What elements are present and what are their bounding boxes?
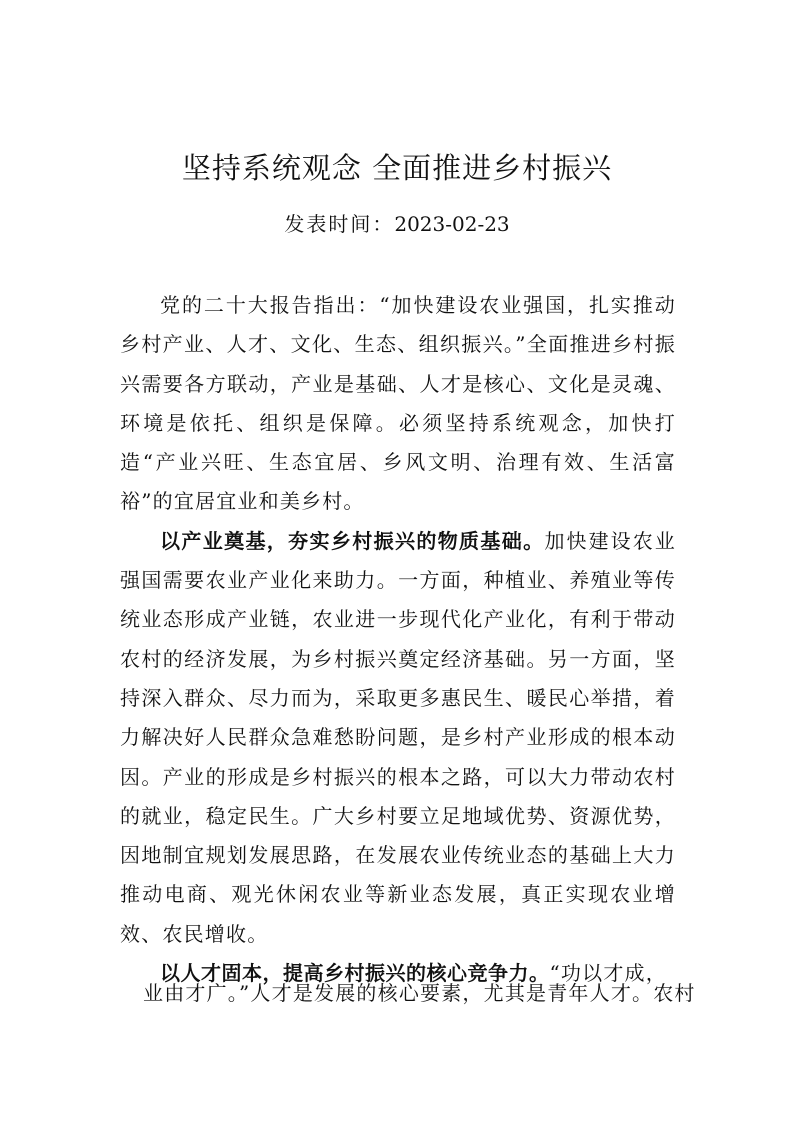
paragraph-industry	[120, 522, 676, 954]
article-title: 坚持系统观念 全面推进乡村振兴	[181, 151, 613, 185]
paragraph-intro	[120, 286, 676, 522]
paragraph-text: 加快建设农业强国需要农业产业化来助力。一方面，种植业、养殖业等传统业态形成产业链，农业进一步现代化产业化，有利于带动农村的经济发展，为乡村振兴奠定经济基础。另一方面，坚持深入群众、尽力而为，采取更多惠民生、暖民心举措，着力解决好人民群众急难愁盼问题，是乡村产业形成的根本动因。产业的形成是乡村振兴的根本之路，可以大力带动农村的就业，稳定民生。广大乡村要立足地域优势、资源优势， 因地制宜规划发展思路，在发展农业传统业态的基础上大力推动电商、观光休闲农业等新业态发展，真正实现农业增效、农民增收。	[120, 528, 677, 946]
publish-date	[0, 208, 794, 237]
paragraph-lead: 以产业奠基，夯实乡村振兴的物质基础。	[160, 528, 545, 553]
paragraph-lead: 以人才固本，提高乡村振兴的核心竞争力。	[160, 961, 550, 986]
paragraph-text: 党的二十大报告指出：“加快建设农业强国，扎实推动乡村产业、人才、文化、生态、组织振兴。”全面推进乡村振兴需要各方联动，产业是基础、人才是核心、文化是灵魂、环境是依托、组织是保障。必须坚持系统观念，加快打造“产业兴旺、生态宜居、乡风文明、治理有效、生活富裕”的宜居宜业和美乡村。	[120, 293, 676, 514]
article-body	[120, 286, 676, 993]
trailing-line: 业由才广。”人才是发展的核心要素，尤其是青年人才。农村	[143, 981, 696, 1005]
publish-date-label: 发表时间：	[284, 212, 395, 236]
publish-date-value: 2023-02-23	[394, 212, 510, 236]
paragraph-text: “功以才成，	[549, 961, 667, 986]
